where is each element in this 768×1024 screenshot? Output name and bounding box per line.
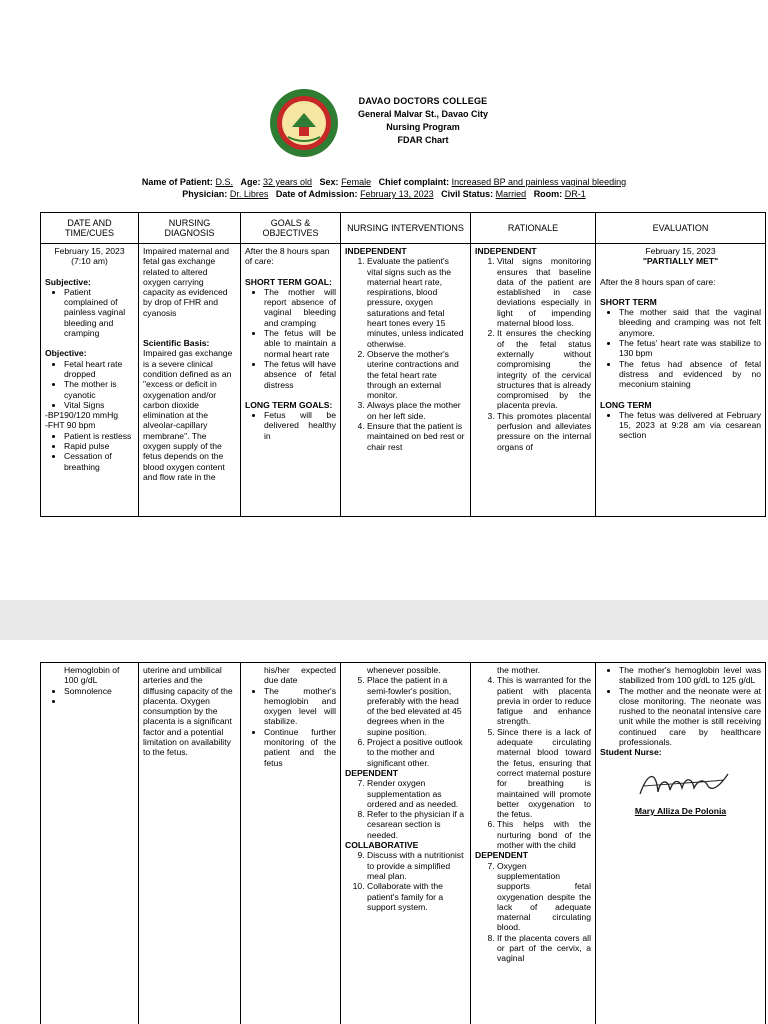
independent-label: INDEPENDENT	[345, 246, 407, 256]
admission-label: Date of Admission:	[275, 189, 358, 199]
patient-sex: Female	[341, 177, 372, 187]
cues-cell	[41, 244, 139, 517]
list-item: 5. Place the patient in a semi-fowler's position, preferably with the head of the bed elevated at 45 degrees when in the supine position.	[367, 675, 466, 737]
list-item: 3. Always place the mother on her left side.	[367, 400, 466, 421]
civil-status: Married	[495, 189, 527, 199]
col-header-goals: GOALS & OBJECTIVES	[241, 213, 341, 244]
goals-cell	[241, 244, 341, 517]
objective-list-2	[45, 431, 134, 472]
list-item: • The fetus will have absence of fetal distress	[264, 359, 336, 390]
long-term-goals	[245, 410, 336, 441]
interventions-list-2	[345, 675, 466, 768]
fdar-table-page-2	[40, 662, 766, 1024]
evaluation-cell	[596, 244, 766, 517]
interventions-cell-cont	[341, 663, 471, 1024]
school-name: DAVAO DOCTORS COLLEGE	[358, 96, 488, 106]
list-item: 3. This promotes placental perfusion and alleviates pressure on the internal organs of	[497, 411, 591, 452]
student-nurse-label: Student Nurse:	[600, 747, 662, 758]
interventions-cell	[341, 244, 471, 517]
room-number: DR-1	[564, 189, 586, 199]
list-item: whenever possible.	[367, 665, 441, 675]
list-item: • The mother and the neonate were at close monitoring. The neonate was rushed to the neonatal intensive care unit while the mother is still receiving continued care by healthcare professionals.	[619, 686, 761, 748]
physician-label: Physician:	[182, 189, 228, 199]
list-item: • The mother will report absence of vaginal bleeding and cramping	[264, 287, 336, 328]
table-row	[41, 663, 766, 1024]
rationale-cell	[471, 244, 596, 517]
long-term-results	[600, 410, 761, 441]
list-item: 7. Oxygen supplementation supports fetal oxygenation despite the lack of adequate maternal circulating blood.	[497, 861, 591, 933]
sex-label: Sex:	[319, 177, 339, 187]
document-header	[268, 87, 568, 157]
evaluation-status: "PARTIALLY MET"	[642, 256, 719, 267]
short-term-goals	[245, 287, 336, 390]
long-term-goals-cont	[245, 665, 336, 768]
list-item: 2. It ensures the checking of the fetal status externally without compromising the integrity of the cervical structures that is already compromised by the placenta previa.	[497, 328, 591, 410]
dependent-rationale	[475, 861, 591, 964]
list-item: 1. Vital signs monitoring ensures that baseline data of the patient are established in case deviations especially in light of impending maternal blood loss.	[497, 256, 591, 328]
list-item: 2. Observe the mother's uterine contractions and the fetal heart rate through an external monitor.	[367, 349, 466, 400]
long-term-goal-label: LONG TERM GOALS:	[245, 399, 333, 410]
document-page-2	[0, 640, 768, 1024]
short-term-results	[600, 307, 761, 389]
list-item: • Fetal heart rate dropped	[64, 359, 134, 380]
collaborative-interventions	[345, 850, 466, 912]
independent-label: INDEPENDENT	[475, 246, 537, 256]
short-term-label: SHORT TERM	[600, 296, 657, 307]
col-header-evaluation: EVALUATION	[596, 213, 766, 244]
list-item: 6. This helps with the nurturing bond of the mother with the child	[497, 819, 591, 850]
basis-label: Scientific Basis:	[143, 338, 210, 349]
list-item: 4. This is warranted for the patient with placenta previa in order to reduce fatigue and enhance strength.	[497, 675, 591, 726]
vital-fht: -FHT 90 bpm	[45, 420, 96, 431]
list-item: • Vital Signs	[64, 400, 134, 410]
school-block	[348, 95, 498, 147]
list-item: • The mother's hemoglobin and oxygen level will stabilize.	[264, 686, 336, 727]
goals-cell-cont	[241, 663, 341, 1024]
list-item: his/her expected due date	[264, 665, 336, 686]
student-nurse-name: Mary Alliza De Polonia	[634, 805, 727, 816]
diagnosis-text: Impaired maternal and fetal gas exchange related to altered oxygen carrying capacity as evidenced by drop of FHR and cyanosis	[143, 246, 229, 318]
list-item: 8. Refer to the physician if a cesarean section is needed.	[367, 809, 466, 840]
long-term-label: LONG TERM	[600, 399, 652, 410]
objective-list	[45, 359, 134, 410]
fdar-table-page-1	[40, 212, 766, 517]
col-header-rationale: RATIONALE	[471, 213, 596, 244]
list-item: 5. Since there is a lack of adequate circulating maternal blood toward the fetus, ensuring that correct maternal posture for breathing is maintained will promote better oxygenation to the fetus.	[497, 727, 591, 820]
short-term-goal-label: SHORT TERM GOAL:	[245, 276, 332, 287]
room-label: Room:	[533, 189, 563, 199]
table-header-row	[41, 213, 766, 244]
name-label: Name of Patient:	[141, 177, 213, 187]
list-item: Hemoglobin of 100 g/dL	[64, 665, 120, 686]
list-item: 7. Render oxygen supplementation as ordered and as needed.	[367, 778, 466, 809]
list-item: 8. If the placenta covers all or part of the cervix, a vaginal	[497, 933, 591, 964]
list-item: 6. Project a positive outlook to the mother and significant other.	[367, 737, 466, 768]
list-item: • The fetus' heart rate was stabilize to 130 bpm	[619, 338, 761, 359]
school-address: General Malvar St., Davao City	[357, 109, 489, 119]
list-item: • Rapid pulse	[64, 441, 134, 451]
college-seal-logo	[268, 87, 340, 159]
patient-name: D.S.	[215, 177, 233, 187]
list-item: • Continue further monitoring of the patient and the fetus	[264, 727, 336, 768]
cues-cell-cont	[41, 663, 139, 1024]
list-item: • The mother's hemoglobin level was stabilized from 100 g/dL to 125 g/dL	[619, 665, 761, 686]
long-term-results-cont	[600, 665, 761, 747]
complaint-label: Chief complaint:	[378, 177, 450, 187]
rationale-cell-cont	[471, 663, 596, 1024]
col-header-date-cues: DATE AND TIME/CUES	[41, 213, 139, 244]
physician-name: Dr. Libres	[229, 189, 269, 199]
interventions-list-cont	[345, 665, 466, 675]
list-item: 9. Discuss with a nutritionist to provide a simplified meal plan.	[367, 850, 466, 881]
basis-text-cont: uterine and umbilical arteries and the diffusing capacity of the placenta. Oxygen consumption by the placenta is a significant factor and a potential limitation on availability to the fetus.	[143, 665, 233, 758]
list-item: • Cessation of breathing	[64, 451, 134, 472]
goals-intro: After the 8 hours span of care:	[245, 246, 330, 267]
list-item: 10. Collaborate with the patient's family for a support system.	[367, 881, 466, 912]
list-item: • The mother is cyanotic	[64, 379, 134, 400]
collaborative-label: COLLABORATIVE	[345, 840, 419, 851]
patient-info	[40, 176, 728, 200]
list-item: • The fetus will be able to maintain a normal heart rate	[264, 328, 336, 359]
interventions-list	[345, 256, 466, 452]
age-label: Age:	[240, 177, 261, 187]
rationale-list-cont	[475, 665, 591, 675]
col-header-diagnosis: NURSING DIAGNOSIS	[139, 213, 241, 244]
list-item: the mother.	[497, 665, 540, 675]
rationale-list	[475, 256, 591, 452]
list-item: • Somnolence	[64, 686, 134, 696]
rationale-list-2	[475, 675, 591, 850]
list-item: • Patient complained of painless vaginal bleeding and cramping	[64, 287, 134, 338]
cue-date: February 15, 2023	[54, 246, 125, 256]
list-item: 4. Ensure that the patient is maintained on bed rest or chair rest	[367, 421, 466, 452]
list-item: • The fetus had absence of fetal distress and evidenced by no meconium staining	[619, 359, 761, 390]
table-row	[41, 244, 766, 517]
list-item: • Patient is restless	[64, 431, 134, 441]
col-header-interventions: NURSING INTERVENTIONS	[341, 213, 471, 244]
dependent-label: DEPENDENT	[475, 850, 529, 861]
dependent-label: DEPENDENT	[345, 767, 399, 778]
objective-list-cont	[45, 665, 134, 706]
chart-name: FDAR Chart	[397, 135, 449, 145]
cue-time: (7:10 am)	[71, 256, 108, 267]
evaluation-date: February 15, 2023	[645, 246, 716, 256]
chief-complaint: Increased BP and painless vaginal bleeding	[451, 177, 627, 187]
basis-text: Impaired gas exchange is a severe clinical condition defined as an "excess or deficit in oxygenation and/or carbon dioxide elimination at the alveolar-capillary membrane". The oxygen supply of the fetus depends on the blood oxygen content and flow rate in the	[143, 348, 233, 482]
dependent-interventions	[345, 778, 466, 840]
evaluation-cell-cont	[596, 663, 766, 1024]
civil-status-label: Civil Status:	[441, 189, 494, 199]
diagnosis-cell-cont	[139, 663, 241, 1024]
admission-date: February 13, 2023	[360, 189, 434, 199]
subjective-list	[45, 287, 134, 338]
list-item: • Fetus will be delivered healthy in	[264, 410, 336, 441]
list-item	[64, 696, 134, 706]
signature-icon	[634, 766, 734, 802]
list-item: • The mother said that the vaginal bleeding and cramping was not felt anymore.	[619, 307, 761, 338]
vital-bp: -BP190/120 mmHg	[45, 410, 119, 421]
list-item: 1. Evaluate the patient's vital signs such as the maternal heart rate, respirations, blood pressure, oxygen saturations and fetal heart tones every 15 minutes, unless indicated otherwise.	[367, 256, 466, 349]
patient-age: 32 years old	[262, 177, 313, 187]
subjective-label: Subjective:	[45, 276, 91, 287]
program-name: Nursing Program	[386, 122, 460, 132]
evaluation-intro: After the 8 hours span of care:	[600, 276, 716, 287]
list-item: • The fetus was delivered at February 15, 2023 at 9:28 am via cesarean section	[619, 410, 761, 441]
diagnosis-cell	[139, 244, 241, 517]
objective-label: Objective:	[45, 348, 87, 359]
